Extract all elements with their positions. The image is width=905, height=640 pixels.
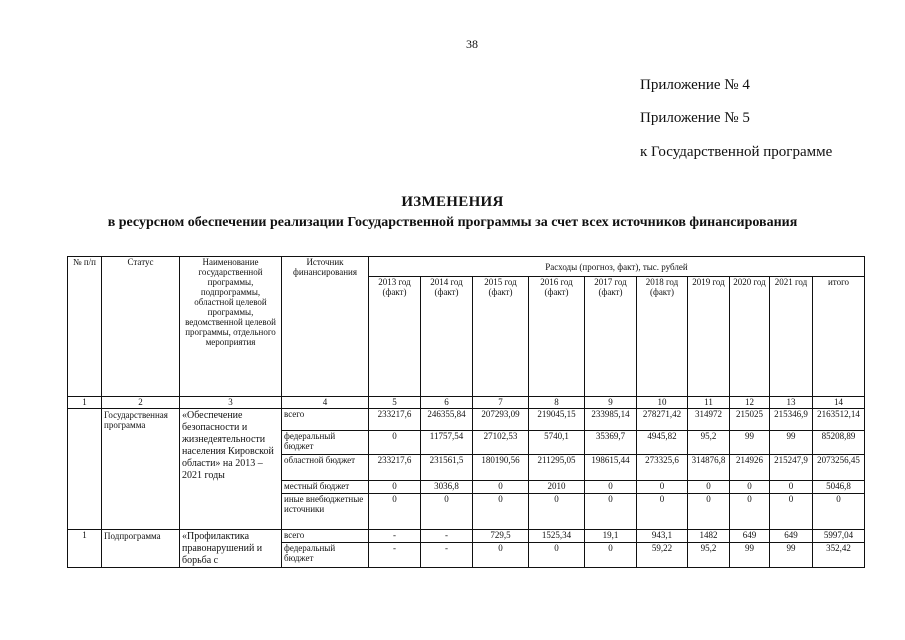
- row-source: всего: [282, 530, 369, 543]
- row-value: 95,2: [688, 431, 730, 455]
- row-value: 0: [813, 494, 865, 530]
- row-value: 3036,8: [421, 481, 473, 494]
- header-year: 2015 год (факт): [473, 277, 529, 397]
- row-value: 0: [637, 481, 688, 494]
- appendix-line-3: к Государственной программе: [640, 144, 833, 160]
- row-value: 352,42: [813, 542, 865, 567]
- row-value: 0: [585, 494, 637, 530]
- row-value: 0: [473, 481, 529, 494]
- page-number: 38: [466, 37, 478, 51]
- row-value: -: [421, 542, 473, 567]
- row-value: 35369,7: [585, 431, 637, 455]
- header-year: 2014 год (факт): [421, 277, 473, 397]
- header-year: 2019 год: [688, 277, 730, 397]
- column-index: 3: [180, 397, 282, 409]
- row-value: 0: [688, 481, 730, 494]
- row-value: 0: [421, 494, 473, 530]
- row-value: 314876,8: [688, 455, 730, 481]
- row-name: «Профилактика правонарушений и борьба с: [180, 530, 282, 568]
- row-value: 211295,05: [529, 455, 585, 481]
- row-value: 27102,53: [473, 431, 529, 455]
- row-source: иные внебюджетные источники: [282, 494, 369, 530]
- row-value: 219045,15: [529, 409, 585, 431]
- appendix-line-1: Приложение № 4: [640, 77, 750, 93]
- row-value: 215247,9: [770, 455, 813, 481]
- document-subtitle: в ресурсном обеспечении реализации Государственной программы за счет всех источников финансирования: [107, 215, 798, 230]
- row-num: 1: [68, 530, 102, 568]
- header-year: 2021 год: [770, 277, 813, 397]
- row-value: 0: [369, 431, 421, 455]
- row-value: 5997,04: [813, 530, 865, 543]
- row-value: 233217,6: [369, 455, 421, 481]
- row-value: 1525,34: [529, 530, 585, 543]
- header-status: Статус: [102, 257, 180, 397]
- row-value: 0: [770, 494, 813, 530]
- row-value: -: [421, 530, 473, 543]
- header-year: 2013 год (факт): [369, 277, 421, 397]
- column-index: 11: [688, 397, 730, 409]
- header-year: 2020 год: [730, 277, 770, 397]
- column-index: 13: [770, 397, 813, 409]
- row-value: 649: [770, 530, 813, 543]
- row-value: 5046,8: [813, 481, 865, 494]
- row-value: 0: [369, 481, 421, 494]
- row-source: федеральный бюджет: [282, 542, 369, 567]
- row-value: 99: [770, 542, 813, 567]
- document-title: ИЗМЕНЕНИЯ: [401, 194, 504, 210]
- column-index: 14: [813, 397, 865, 409]
- row-value: 0: [585, 481, 637, 494]
- row-source: всего: [282, 409, 369, 431]
- column-index: 6: [421, 397, 473, 409]
- column-index: 2: [102, 397, 180, 409]
- row-value: 19,1: [585, 530, 637, 543]
- row-value: 0: [585, 542, 637, 567]
- row-value: 0: [473, 494, 529, 530]
- row-value: 649: [730, 530, 770, 543]
- row-value: 2073256,45: [813, 455, 865, 481]
- row-value: 0: [529, 494, 585, 530]
- row-source: местный бюджет: [282, 481, 369, 494]
- row-source: областной бюджет: [282, 455, 369, 481]
- row-value: 0: [730, 494, 770, 530]
- row-value: 233985,14: [585, 409, 637, 431]
- funding-table: [67, 256, 865, 568]
- row-value: 85208,89: [813, 431, 865, 455]
- row-source: федеральный бюджет: [282, 431, 369, 455]
- table-row: [68, 409, 865, 431]
- row-value: 0: [770, 481, 813, 494]
- row-value: 2163512,14: [813, 409, 865, 431]
- row-value: 5740,1: [529, 431, 585, 455]
- row-value: 233217,6: [369, 409, 421, 431]
- row-value: 1482: [688, 530, 730, 543]
- column-index: 4: [282, 397, 369, 409]
- table-row: [68, 530, 865, 543]
- row-value: 11757,54: [421, 431, 473, 455]
- row-value: 729,5: [473, 530, 529, 543]
- row-value: 215025: [730, 409, 770, 431]
- header-expenses: Расходы (прогноз, факт), тыс. рублей: [369, 257, 865, 277]
- row-value: 95,2: [688, 542, 730, 567]
- row-value: 99: [730, 542, 770, 567]
- row-value: 246355,84: [421, 409, 473, 431]
- row-value: 314972: [688, 409, 730, 431]
- row-status: Государственная программа: [102, 409, 180, 530]
- row-value: 0: [637, 494, 688, 530]
- row-value: 0: [473, 542, 529, 567]
- row-value: 207293,09: [473, 409, 529, 431]
- row-value: 4945,82: [637, 431, 688, 455]
- row-value: 99: [770, 431, 813, 455]
- header-name: Наименование государственной программы, подпрограммы, областной целевой программы, ведомственной целевой программы, отдельного мероприятия: [180, 257, 282, 397]
- header-year: 2018 год (факт): [637, 277, 688, 397]
- row-value: 943,1: [637, 530, 688, 543]
- header-source: Источник финансирования: [282, 257, 369, 397]
- row-value: 231561,5: [421, 455, 473, 481]
- column-index: 5: [369, 397, 421, 409]
- row-name: «Обеспечение безопасности и жизнедеятельности населения Кировской области» на 2013 – 2021 годы: [180, 409, 282, 530]
- row-value: 215346,9: [770, 409, 813, 431]
- column-index: 7: [473, 397, 529, 409]
- row-value: 59,22: [637, 542, 688, 567]
- row-num: [68, 409, 102, 530]
- row-value: 0: [369, 494, 421, 530]
- row-value: 0: [730, 481, 770, 494]
- header-year: итого: [813, 277, 865, 397]
- row-value: -: [369, 530, 421, 543]
- row-value: 0: [529, 542, 585, 567]
- row-value: 180190,56: [473, 455, 529, 481]
- row-value: -: [369, 542, 421, 567]
- row-status: Подпрограмма: [102, 530, 180, 568]
- column-index: 12: [730, 397, 770, 409]
- appendix-line-2: Приложение № 5: [640, 110, 750, 126]
- header-year: 2017 год (факт): [585, 277, 637, 397]
- row-value: 198615,44: [585, 455, 637, 481]
- row-value: 278271,42: [637, 409, 688, 431]
- row-value: 214926: [730, 455, 770, 481]
- header-year: 2016 год (факт): [529, 277, 585, 397]
- row-value: 2010: [529, 481, 585, 494]
- row-value: 273325,6: [637, 455, 688, 481]
- row-value: 99: [730, 431, 770, 455]
- column-index: 9: [585, 397, 637, 409]
- column-index: 8: [529, 397, 585, 409]
- row-value: 0: [688, 494, 730, 530]
- column-index: 1: [68, 397, 102, 409]
- header-num: № п/п: [68, 257, 102, 397]
- column-index: 10: [637, 397, 688, 409]
